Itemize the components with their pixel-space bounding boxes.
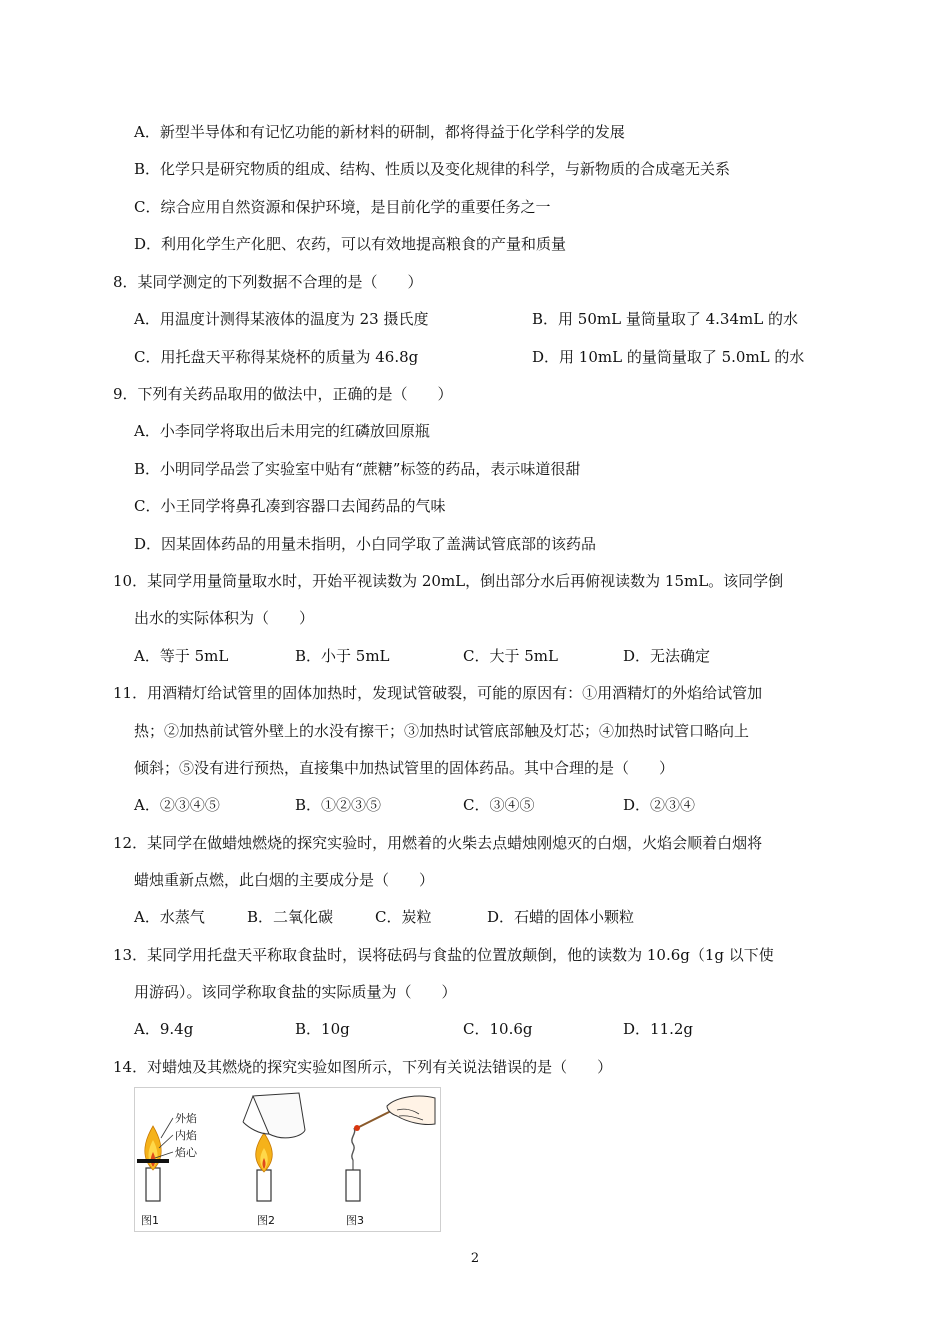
label-outer-flame: 外焰 (175, 1112, 197, 1125)
q10-option-d: D．无法确定 (623, 647, 711, 665)
q10-stem-line1: 10．某同学用量筒量取水时，开始平视读数为 20mL，倒出部分水后再俯视读数为 15mL。该同学倒 (113, 572, 784, 590)
q7-option-c: C．综合应用自然资源和保护环境，是目前化学的重要任务之一 (134, 198, 551, 216)
q10-option-c: C．大于 5mL (463, 647, 558, 665)
q9-option-b: B．小明同学品尝了实验室中贴有“蔗糖”标签的药品，表示味道很甜 (134, 460, 581, 478)
label-fig3: 图3 (346, 1214, 364, 1227)
q7-option-d: D．利用化学生产化肥、农药，可以有效地提高粮食的产量和质量 (134, 235, 567, 253)
q9-stem: 9．下列有关药品取用的做法中，正确的是（ ） (113, 385, 453, 403)
q13-option-d: D．11.2g (623, 1020, 694, 1038)
q10-option-a: A．等于 5mL (134, 647, 229, 665)
q8-option-b: B．用 50mL 量筒量取了 4.34mL 的水 (532, 310, 798, 328)
q11-option-a: A．②③④⑤ (134, 796, 220, 814)
q7-option-b: B．化学只是研究物质的组成、结构、性质以及变化规律的科学，与新物质的合成毫无关系 (134, 160, 731, 178)
q11-stem-line2: 热；②加热前试管外壁上的水没有擦干；③加热时试管底部触及灯芯；④加热时试管口略向上 (134, 722, 750, 740)
candle-experiment-figure (134, 1087, 441, 1232)
fig2-candle-with-beaker (243, 1093, 305, 1201)
page-number: 2 (470, 1251, 480, 1266)
q8-option-a: A．用温度计测得某液体的温度为 23 摄氏度 (134, 310, 429, 328)
q7-option-a: A．新型半导体和有记忆功能的新材料的研制，都将得益于化学科学的发展 (134, 123, 625, 141)
q12-option-b: B．二氧化碳 (247, 908, 334, 926)
q12-stem-line1: 12．某同学在做蜡烛燃烧的探究实验时，用燃着的火柴去点蜡烛刚熄灭的白烟，火焰会顺着白烟将 (113, 834, 763, 852)
q10-stem-line2: 出水的实际体积为（ ） (134, 609, 315, 627)
q13-option-b: B．10g (295, 1020, 350, 1038)
q13-option-c: C．10.6g (463, 1020, 533, 1038)
q12-option-c: C．炭粒 (375, 908, 432, 926)
q14-stem: 14．对蜡烛及其燃烧的探究实验如图所示，下列有关说法错误的是（ ） (113, 1058, 613, 1076)
q11-option-d: D．②③④ (623, 796, 696, 814)
fig3-match-lighting-smoke (346, 1096, 435, 1201)
q13-option-a: A．9.4g (134, 1020, 194, 1038)
q8-stem: 8．某同学测定的下列数据不合理的是（ ） (113, 273, 423, 291)
label-inner-flame: 内焰 (175, 1129, 197, 1142)
q10-option-b: B．小于 5mL (295, 647, 390, 665)
q12-option-a: A．水蒸气 (134, 908, 205, 926)
q9-option-a: A．小李同学将取出后未用完的红磷放回原瓶 (134, 422, 430, 440)
label-fig1: 图1 (141, 1214, 159, 1227)
q8-option-d: D．用 10mL 的量筒量取了 5.0mL 的水 (532, 348, 805, 366)
q11-stem-line1: 11．用酒精灯给试管里的固体加热时，发现试管破裂，可能的原因有：①用酒精灯的外焰给试管加 (113, 684, 763, 702)
q12-stem-line2: 蜡烛重新点燃，此白烟的主要成分是（ ） (134, 871, 435, 889)
q11-stem-line3: 倾斜；⑤没有进行预热，直接集中加热试管里的固体药品。其中合理的是（ ） (134, 759, 675, 777)
q9-option-c: C．小王同学将鼻孔凑到容器口去闻药品的气味 (134, 497, 446, 515)
q13-stem-line2: 用游码）。该同学称取食盐的实际质量为（ ） (134, 983, 457, 1001)
label-fig2: 图2 (257, 1214, 275, 1227)
q11-option-b: B．①②③⑤ (295, 796, 382, 814)
q12-option-d: D．石蜡的固体小颗粒 (487, 908, 635, 926)
q9-option-d: D．因某固体药品的用量未指明，小白同学取了盖满试管底部的该药品 (134, 535, 597, 553)
fig1-candle-flame (137, 1118, 173, 1201)
q13-stem-line1: 13．某同学用托盘天平称取食盐时，误将砝码与食盐的位置放颠倒，他的读数为 10.6g（1g 以下使 (113, 946, 774, 964)
q11-option-c: C．③④⑤ (463, 796, 535, 814)
label-flame-core: 焰心 (175, 1146, 197, 1159)
q8-option-c: C．用托盘天平称得某烧杯的质量为 46.8g (134, 348, 419, 366)
